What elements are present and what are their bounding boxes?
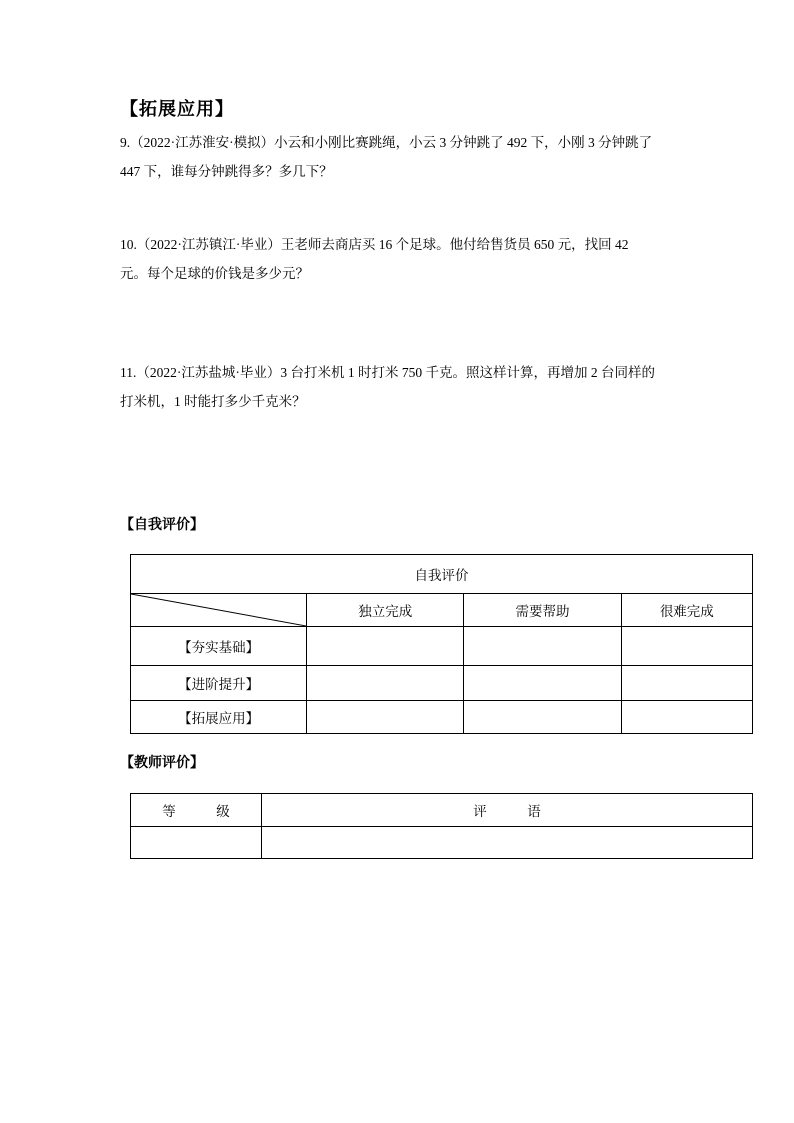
table-row bbox=[131, 627, 753, 666]
question-10-line2: 元。每个足球的价钱是多少元？ bbox=[120, 266, 309, 281]
table-row bbox=[131, 666, 753, 701]
question-11 bbox=[120, 358, 700, 416]
column-header-need-help: 需要帮助 bbox=[464, 594, 621, 627]
question-9-line2: 447 下，谁每分钟跳得多？多几下？ bbox=[120, 164, 333, 179]
check-cell[interactable] bbox=[621, 666, 752, 701]
self-eval-table bbox=[130, 554, 753, 734]
teacher-eval-label: 【教师评价】 bbox=[120, 755, 204, 771]
question-11-line1: 11.（2022·江苏盐城·毕业）3 台打米机 1 时打米 750 千克。照这样计算，再增加 2 台同样的 bbox=[120, 365, 655, 380]
question-11-line2: 打米机，1 时能打多少千克米？ bbox=[120, 394, 306, 409]
check-cell[interactable] bbox=[464, 627, 621, 666]
self-eval-table-title: 自我评价 bbox=[131, 555, 753, 594]
comment-cell[interactable] bbox=[262, 827, 753, 859]
grade-cell[interactable] bbox=[131, 827, 262, 859]
question-10-line1: 10.（2022·江苏镇江·毕业）王老师去商店买 16 个足球。他付给售货员 650 元，找回 42 bbox=[120, 237, 629, 252]
column-header-independent: 独立完成 bbox=[307, 594, 464, 627]
row-label-advanced: 【进阶提升】 bbox=[131, 666, 307, 701]
question-10 bbox=[120, 230, 700, 288]
check-cell[interactable] bbox=[464, 701, 621, 734]
diagonal-line bbox=[131, 594, 306, 626]
question-9 bbox=[120, 128, 700, 186]
table-row bbox=[131, 827, 753, 859]
comment-header: 评 语 bbox=[262, 794, 753, 827]
self-eval-label: 【自我评价】 bbox=[120, 517, 204, 533]
diagonal-header-cell bbox=[131, 594, 307, 627]
check-cell[interactable] bbox=[307, 701, 464, 734]
check-cell[interactable] bbox=[464, 666, 621, 701]
column-header-difficult: 很难完成 bbox=[621, 594, 752, 627]
check-cell[interactable] bbox=[307, 666, 464, 701]
check-cell[interactable] bbox=[621, 627, 752, 666]
table-row bbox=[131, 701, 753, 734]
section-title: 【拓展应用】 bbox=[120, 99, 234, 120]
row-label-basic: 【夯实基础】 bbox=[131, 627, 307, 666]
row-label-extension: 【拓展应用】 bbox=[131, 701, 307, 734]
question-9-line1: 9.（2022·江苏淮安·模拟）小云和小刚比赛跳绳，小云 3 分钟跳了 492 下，小刚 3 分钟跳了 bbox=[120, 135, 653, 150]
teacher-eval-table bbox=[130, 793, 753, 859]
grade-header: 等 级 bbox=[131, 794, 262, 827]
check-cell[interactable] bbox=[307, 627, 464, 666]
check-cell[interactable] bbox=[621, 701, 752, 734]
